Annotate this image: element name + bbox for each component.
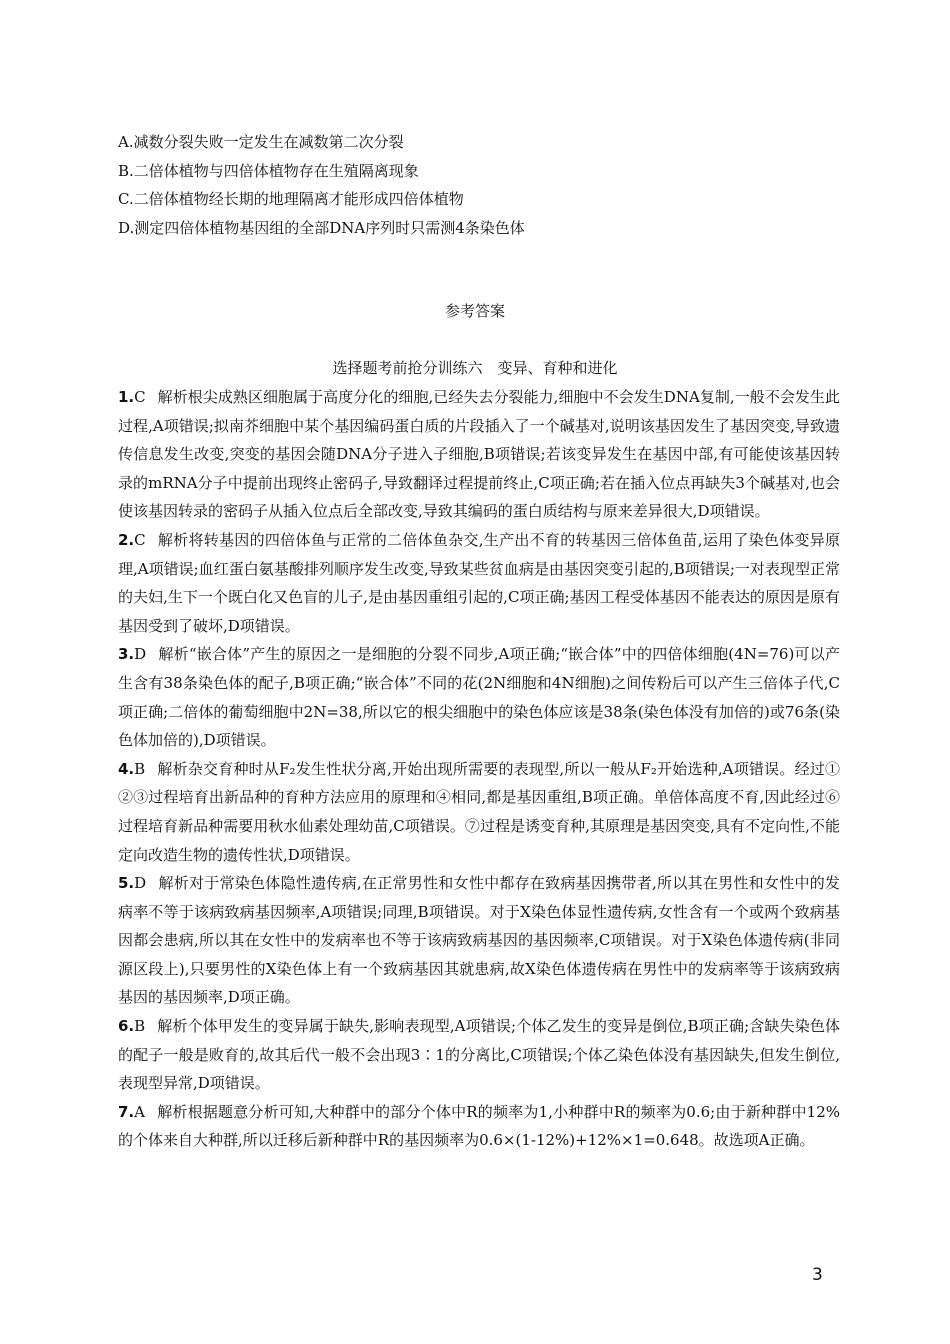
answer-explanation: 解析将转基因的四倍体鱼与正常的二倍体鱼杂交,生产出不育的转基因三倍体鱼苗,运用了染色体变异原理,A项错误;血红蛋白氨基酸排列顺序发生改变,导致某些贫血病是由基因突变引起的,B项错误;一对表现型正常的夫妇,生下一个既白化又色盲的儿子,是由基因重组引起的,C项正确;基因工程受体基因不能表达的原因是原有基因受到了破坏,D项错误。 [118, 530, 840, 635]
answer-item-1 [118, 383, 840, 526]
answer-item-4 [118, 755, 840, 869]
answer-explanation: 解析根据题意分析可知,大种群中的部分个体中R的频率为1,小种群中R的频率为0.6;由于新种群中12%的个体来自大种群,所以迁移后新种群中R的基因频率为0.6×(1-12%)+12%×1=0.648。故选项A正确。 [118, 1102, 840, 1150]
option-c: C.二倍体植物经长期的地理隔离才能形成四倍体植物 [118, 190, 464, 208]
answer-explanation: 解析“嵌合体”产生的原因之一是细胞的分裂不同步,A项正确;“嵌合体”中的四倍体细胞(4N=76)可以产生含有38条染色体的配子,B项正确;“嵌合体”不同的花(2N细胞和4N细胞)之间传粉后可以产生三倍体子代,C项正确;二倍体的葡萄细胞中2N=38,所以它的根尖细胞中的染色体应该是38条(染色体没有加倍的)或76条(染色体加倍的),D项错误。 [118, 645, 840, 750]
answer-number: 6. [118, 1017, 135, 1036]
section-title: 选择题考前抢分训练六 变异、育种和进化 [332, 359, 618, 377]
answer-list [118, 383, 840, 1155]
answer-number: 2. [118, 530, 135, 549]
answer-explanation: 解析对于常染色体隐性遗传病,在正常男性和女性中都存在致病基因携带者,所以其在男性和女性中的发病率不等于该病致病基因频率,A项错误;同理,B项错误。对于X染色体显性遗传病,女性含有一个或两个致病基因都会患病,所以其在女性中的发病率也不等于该病致病基因的基因频率,C项错误。对于X染色体遗传病(非同源区段上),只要男性的X染色体上有一个致病基因其就患病,故X染色体遗传病在男性中的发病率等于该病致病基因的基因频率,D项正确。 [118, 874, 840, 1007]
answer-number: 5. [118, 874, 135, 893]
answer-item-5 [118, 869, 840, 1012]
option-b: B.二倍体植物与四倍体植物存在生殖隔离现象 [118, 161, 419, 180]
answer-choice: B [134, 759, 146, 778]
answers-title: 参考答案 [444, 302, 505, 320]
answer-choice: A [134, 1102, 145, 1121]
answer-number: 4. [118, 759, 135, 778]
answer-explanation: 解析根尖成熟区细胞属于高度分化的细胞,已经失去分裂能力,细胞中不会发生DNA复制,一般不会发生此过程,A项错误;拟南芥细胞中某个基因编码蛋白质的片段插入了一个碱基对,说明该基因发生了基因突变,导致遗传信息发生改变,突变的基因会随DNA分子进入子细胞,B项错误;若该变异发生在基因中部,有可能使该基因转录的mRNA分子中提前出现终止密码子,导致翻译过程提前终止,C项正确;若在插入位点再缺失3个碱基对,也会使该基因转录的密码子从插入位点后全部改变,导致其编码的蛋白质结构与原来差异很大,D项错误。 [118, 388, 840, 521]
answer-item-3 [118, 640, 840, 754]
answer-choice: C [134, 530, 146, 549]
answer-number: 7. [118, 1102, 135, 1121]
answer-item-7 [118, 1098, 840, 1155]
answer-explanation: 解析杂交育种时从F₂发生性状分离,开始出现所需要的表现型,所以一般从F₂开始选种,A项错误。经过①②③过程培育出新品种的育种方法应用的原理和④相同,都是基因重组,B项正确。单倍体高度不育,因此经过⑥过程培育新品种需要用秋水仙素处理幼苗,C项错误。⑦过程是诱变育种,其原理是基因突变,具有不定向性,不能定向改造生物的遗传性状,D项错误。 [118, 759, 840, 864]
answer-choice: D [134, 645, 147, 664]
option-d: D.测定四倍体植物基因组的全部DNA序列时只需测4条染色体 [118, 218, 525, 237]
answer-explanation: 解析个体甲发生的变异属于缺失,影响表现型,A项错误;个体乙发生的变异是倒位,B项正确;含缺失染色体的配子一般是败育的,故其后代一般不会出现3∶1的分离比,C项错误;个体乙染色体没有基因缺失,但发生倒位,表现型异常,D项错误。 [118, 1017, 840, 1093]
answer-number: 3. [118, 645, 135, 664]
page-number: 3 [812, 1265, 823, 1285]
answer-choice: B [134, 1017, 146, 1036]
answer-item-2 [118, 526, 840, 640]
answer-choice: C [134, 388, 146, 406]
answer-item-6 [118, 1012, 840, 1098]
option-a: A.减数分裂失败一定发生在减数第二次分裂 [118, 133, 404, 151]
answer-number: 1. [118, 388, 135, 406]
answer-choice: D [134, 874, 147, 893]
question-options [118, 128, 838, 242]
